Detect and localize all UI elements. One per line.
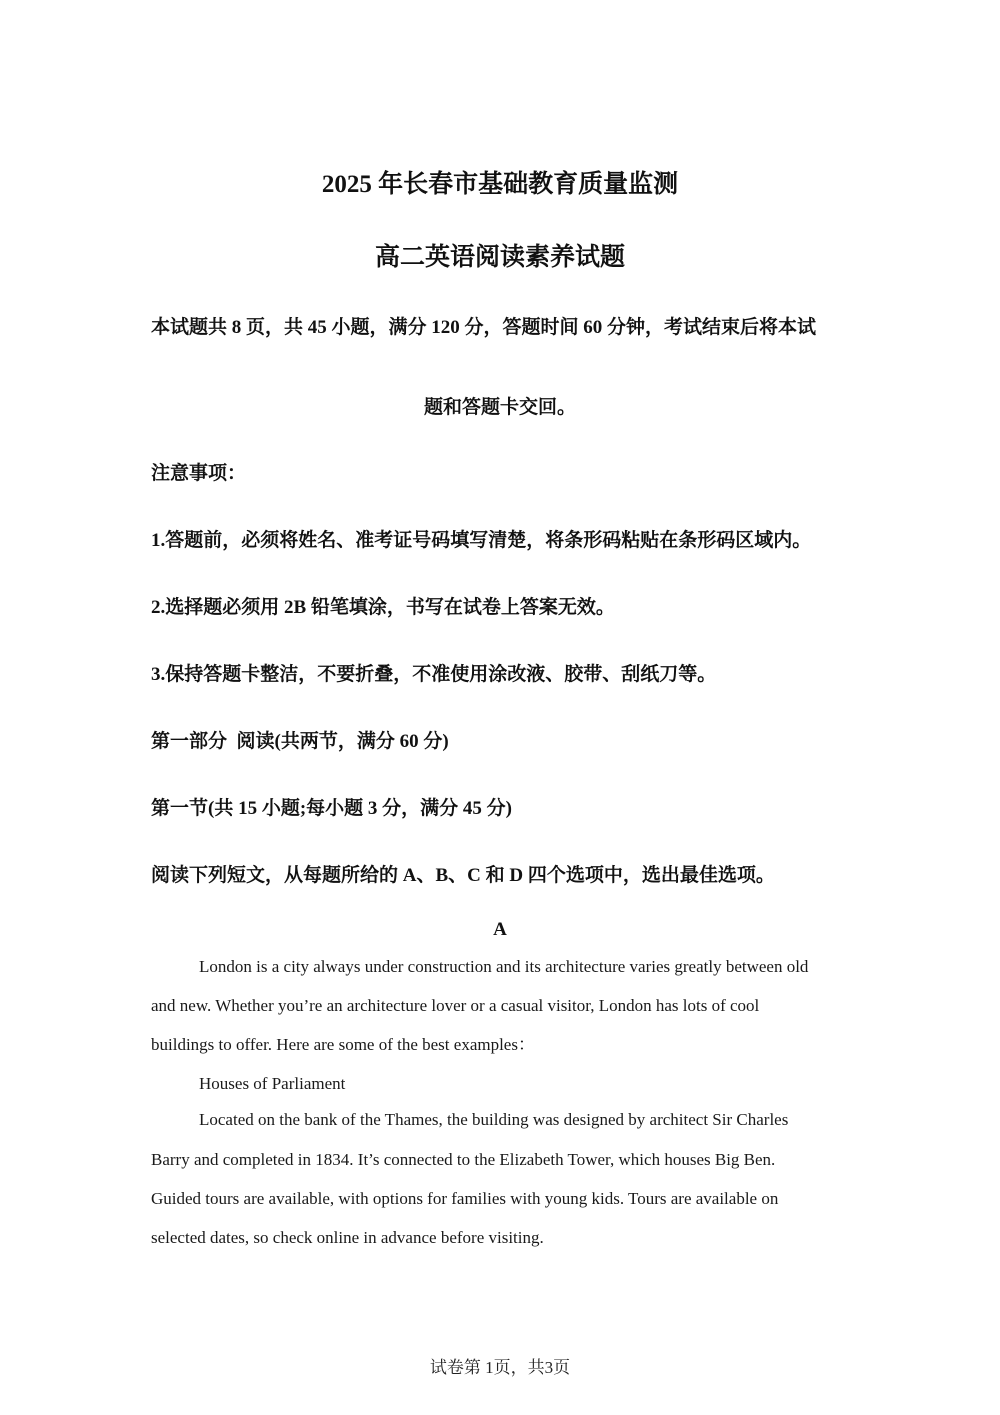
notice-item-3: 3.保持答题卡整洁，不要折叠，不准使用涂改液、胶带、刮纸刀等。 <box>151 664 717 685</box>
paragraph-line-1: Located on the bank of the Thames, the building was designed by architect Sir Charles <box>199 1110 789 1129</box>
notice-item-2: 2.选择题必须用 2B 铅笔填涂，书写在试卷上答案无效。 <box>151 597 615 618</box>
intro-line-2: 题和答题卡交回。 <box>423 397 576 418</box>
section-heading: 第一节(共 15 小题;每小题 3 分，满分 45 分) <box>151 798 512 819</box>
passage-intro-line-1: London is a city always under construction and its architecture varies greatly between old <box>199 957 809 976</box>
paragraph-line-4: selected dates, so check online in advance before visiting. <box>151 1228 544 1247</box>
exam-subtitle: 高二英语阅读素养试题 <box>374 244 625 271</box>
paragraph-line-3: Guided tours are available, with options for families with young kids. Tours are available on <box>151 1189 779 1208</box>
page-footer: 试卷第 1页，共3页 <box>429 1358 571 1377</box>
exam-title: 2025 年长春市基础教育质量监测 <box>321 171 679 198</box>
part-heading: 第一部分 阅读(共两节，满分 60 分) <box>151 731 449 752</box>
passage-intro-line-2: and new. Whether you’re an architecture lover or a casual visitor, London has lots of cool <box>151 996 760 1015</box>
paragraph-line-2: Barry and completed in 1834. It’s connected to the Elizabeth Tower, which houses Big Ben. <box>151 1150 776 1169</box>
intro-line-1: 本试题共 8 页，共 45 小题，满分 120 分，答题时间 60 分钟，考试结束后将本试 <box>151 317 817 338</box>
passage-intro-line-3: buildings to offer. Here are some of the best examples： <box>151 1035 535 1054</box>
passage-letter: A <box>493 919 507 940</box>
directions: 阅读下列短文，从每题所给的 A、B、C 和 D 四个选项中，选出最佳选项。 <box>151 865 775 886</box>
notice-heading: 注意事项： <box>151 463 247 484</box>
passage-subheading: Houses of Parliament <box>199 1074 346 1093</box>
notice-item-1: 1.答题前，必须将姓名、准考证号码填写清楚，将条形码粘贴在条形码区域内。 <box>151 530 812 551</box>
